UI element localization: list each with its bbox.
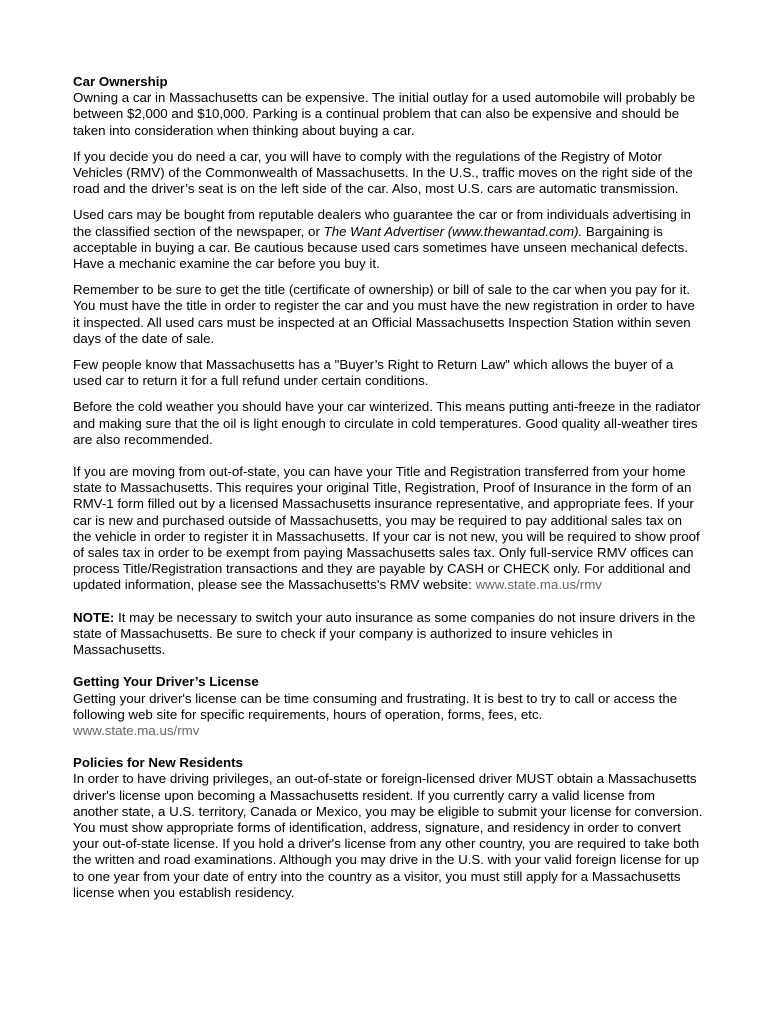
- policies-section: [73, 755, 703, 901]
- note-label: NOTE:: [73, 609, 115, 625]
- car-ownership-section: [73, 74, 703, 139]
- drivers-license-link[interactable]: www.state.ma.us/rmv: [73, 722, 200, 738]
- winterize-paragraph: Before the cold weather you should have your car winterized. This means putting anti-freeze in the radiator and making sure that the oil is light enough to circulate in cold temperatures. Good quality all-weather tires are also recommended.: [73, 399, 701, 447]
- rmv-regulations-paragraph: If you decide you do need a car, you will have to comply with the regulations of the Registry of Motor Vehicles (RMV) of the Commonwealth of Massachusetts. In the U.S., traffic moves on the right side of the road and the driver’s seat is on the left side of the car. Also, most U.S. cars are automatic transmission.: [73, 148, 693, 197]
- title-registration-paragraph: Remember to be sure to get the title (certificate of ownership) or bill of sale to the car when you pay for it. You must have the title in order to register the car and you must have the new registration in order to have it inspected. All used cars must be inspected at an Official Massachusetts Inspection Station within seven days of the date of sale.: [73, 282, 695, 346]
- drivers-license-section: [73, 674, 703, 739]
- out-of-state-text: If you are moving from out-of-state, you can have your Title and Registration transferred from your home state to Massachusetts. This requires your original Title, Registration, Proof of Insurance in the form of an RMV-1 form filled out by a licensed Massachusetts insurance representative, and appropriate fees. If your car is new and purchased outside of Massachusetts, you may be required to pay additional sales tax on the vehicle in order to register it in Massachusetts. If your car is not new, you will be required to show proof of sales tax in order to be exempt from paying Massachusetts sales tax. Only full-service RMV offices can process Title/Registration transactions and they are payable by CASH or CHECK only. For additional and updated information, please see the Massachusetts’s RMV website:: [73, 464, 700, 593]
- document-page: [73, 74, 703, 911]
- car-ownership-heading: Car Ownership: [73, 74, 168, 89]
- drivers-license-text: Getting your driver's license can be time consuming and frustrating. It is best to try to call or access the following web site for specific requirements, hours of operation, forms, fees, etc.: [73, 690, 678, 722]
- used-cars-paragraph: [73, 207, 703, 272]
- car-ownership-intro: Owning a car in Massachusetts can be expensive. The initial outlay for a used automobile will probably be between $2,000 and $10,000. Parking is a continual problem that can also be expensive and should be taken into consideration when thinking about buying a car.: [73, 90, 696, 138]
- drivers-license-heading: Getting Your Driver’s License: [73, 674, 259, 690]
- rmv-website-link[interactable]: www.state.ma.us/rmv: [475, 577, 602, 593]
- note-paragraph: [73, 610, 703, 659]
- used-cars-text: Used cars may be bought from reputable dealers who guarantee the car or from individuals advertising in the classified section of the newspaper, or: [73, 207, 691, 239]
- used-cars-text-end: Bargaining is acceptable in buying a car. Be cautious because used cars sometimes have unseen mechanical defects. Have a mechanic examine the car before you buy it.: [73, 223, 688, 272]
- out-of-state-paragraph: [73, 464, 703, 594]
- policies-text: In order to have driving privileges, an out-of-state or foreign-licensed driver MUST obtain a Massachusetts driver's license upon becoming a Massachusetts resident. If you currently carry a valid license from another state, a U.S. territory, Canada or Mexico, you may be eligible to submit your license for conversion. You must show appropriate forms of identification, address, signature, and residency in order to convert your out-of-state license. If you hold a driver's license from any other country, you are required to take both the written and road examinations. Although you may drive in the U.S. with your valid foreign license for up to one year from your date of entry into the country as a visitor, you must still apply for a Massachusetts license when you establish residency.: [73, 771, 703, 900]
- buyers-right-paragraph: Few people know that Massachusetts has a "Buyer’s Right to Return Law" which allows the buyer of a used car to return it for a full refund under certain conditions.: [73, 357, 674, 389]
- note-text: It may be necessary to switch your auto insurance as some companies do not insure drivers in the state of Massachusetts. Be sure to check if your company is authorized to insure vehicles in Massachusetts.: [73, 609, 696, 658]
- want-advertiser-reference: The Want Advertiser (www.thewantad.com).: [323, 223, 583, 239]
- policies-heading: Policies for New Residents: [73, 755, 243, 771]
